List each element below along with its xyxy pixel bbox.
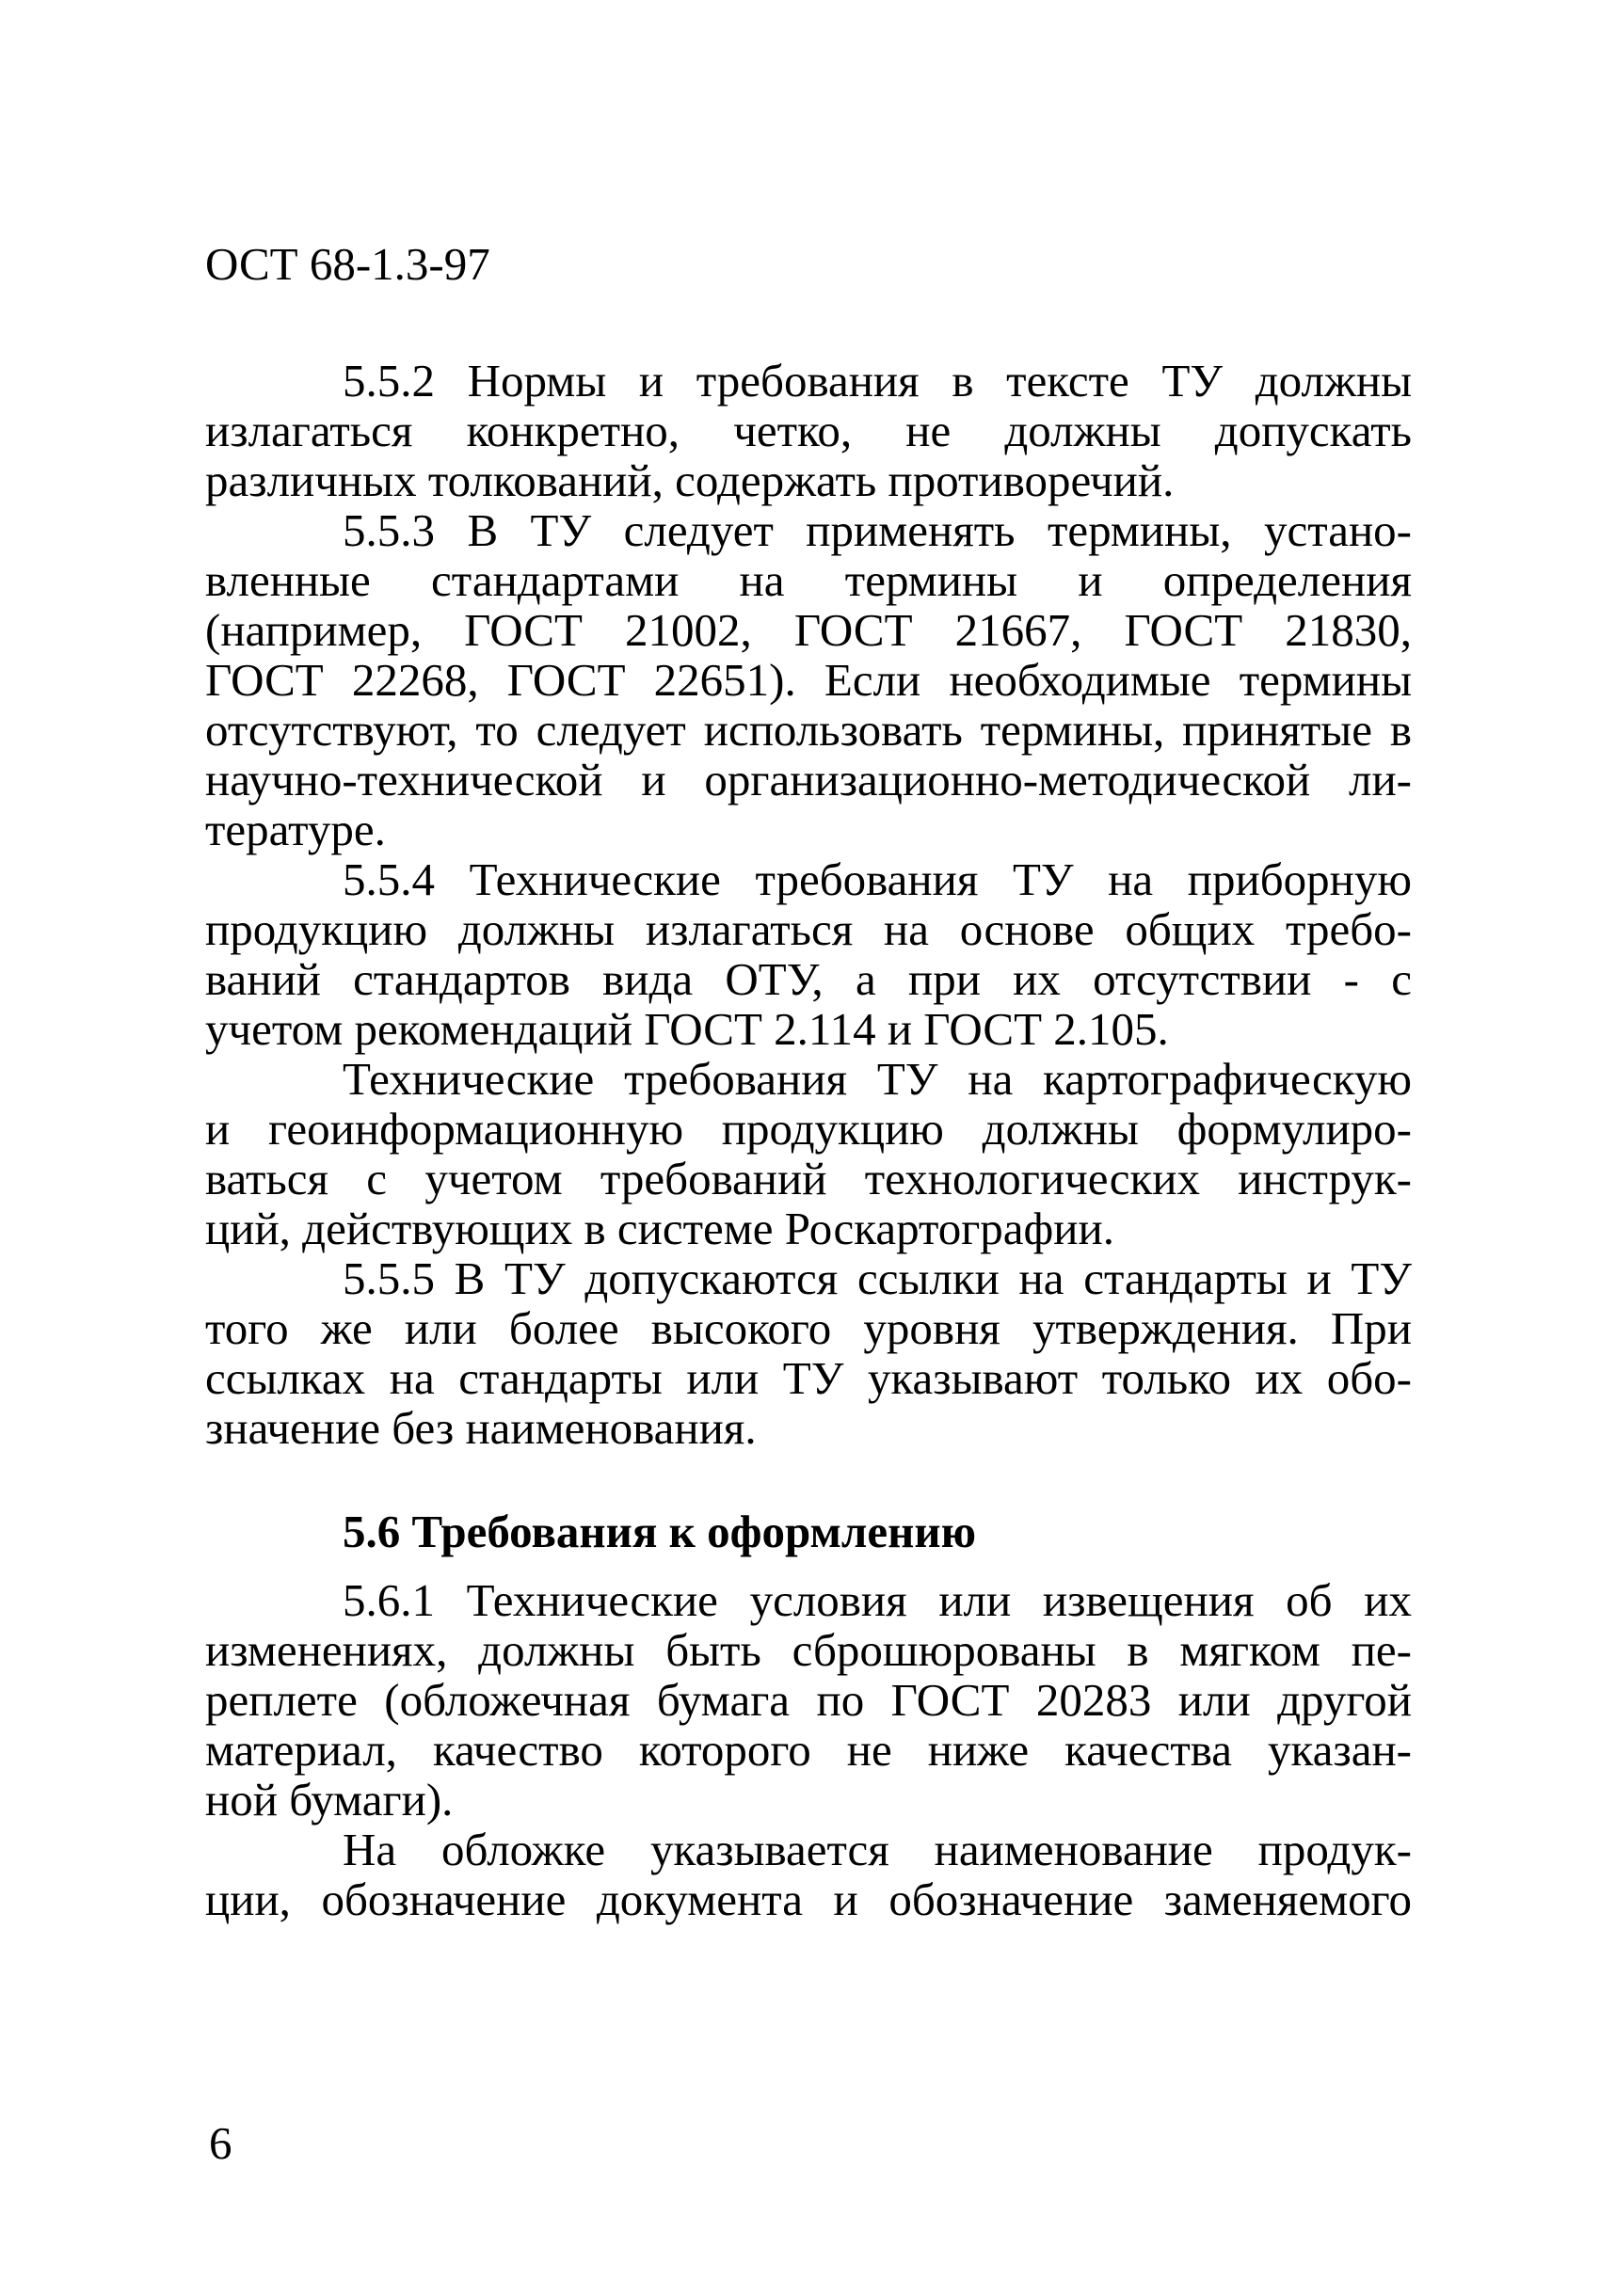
- text-line: (например, ГОСТ 21002, ГОСТ 21667, ГОСТ 21830,: [205, 604, 1412, 656]
- text-line: излагаться конкретно, четко, не должны допускать: [205, 405, 1412, 456]
- text-line: 5.5.4 Технические требования ТУ на приборную: [343, 853, 1412, 905]
- text-line: вленные стандартами на термины и определения: [205, 554, 1412, 606]
- text-line: отсутствуют, то следует использовать термины, принятые в: [205, 704, 1412, 756]
- text-line: ГОСТ 22268, ГОСТ 22651). Если необходимые термины: [205, 654, 1412, 706]
- text-line: учетом рекомендаций ГОСТ 2.114 и ГОСТ 2.105.: [205, 1003, 1169, 1055]
- text-line: ной бумаги).: [205, 1774, 454, 1826]
- text-line: 5.5.2 Нормы и требования в тексте ТУ должны: [343, 355, 1412, 407]
- text-line: реплете (обложечная бумага по ГОСТ 20283 или другой: [205, 1674, 1412, 1726]
- text-line: ции, обозначение документа и обозначение заменяемого: [205, 1873, 1412, 1925]
- text-line: тературе.: [205, 804, 386, 855]
- text-line: и геоинформационную продукцию должны формулиро-: [205, 1103, 1412, 1155]
- text-line: ваний стандартов вида ОТУ, а при их отсутствии - с: [205, 953, 1412, 1005]
- section-heading: 5.6 Требования к оформлению: [343, 1506, 977, 1557]
- page-number: 6: [209, 2117, 232, 2169]
- text-line: ваться с учетом требований технологических инструк-: [205, 1153, 1412, 1204]
- text-line: различных толкований, содержать противоречий.: [205, 454, 1175, 506]
- text-line: того же или более высокого уровня утверждения. При: [205, 1302, 1412, 1354]
- document-header: ОСТ 68-1.3-97: [205, 238, 490, 290]
- text-line: На обложке указывается наименование продук-: [343, 1824, 1412, 1875]
- text-line: продукцию должны излагаться на основе общих требо-: [205, 903, 1412, 955]
- text-line: 5.6.1 Технические условия или извещения об их: [343, 1574, 1412, 1626]
- text-line: научно-технической и организационно-методической ли-: [205, 754, 1412, 805]
- text-line: Технические требования ТУ на картографическую: [343, 1053, 1412, 1105]
- text-line: 5.5.5 В ТУ допускаются ссылки на стандарты и ТУ: [343, 1252, 1412, 1304]
- text-line: ссылках на стандарты или ТУ указывают только их обо-: [205, 1352, 1412, 1404]
- text-line: 5.5.3 В ТУ следует применять термины, устано-: [343, 504, 1412, 556]
- text-line: ций, действующих в системе Роскартографии.: [205, 1203, 1115, 1254]
- text-line: значение без наименования.: [205, 1402, 757, 1454]
- text-line: материал, качество которого не ниже качества указан-: [205, 1724, 1412, 1776]
- text-line: изменениях, должны быть сброшюрованы в мягком пе-: [205, 1624, 1412, 1676]
